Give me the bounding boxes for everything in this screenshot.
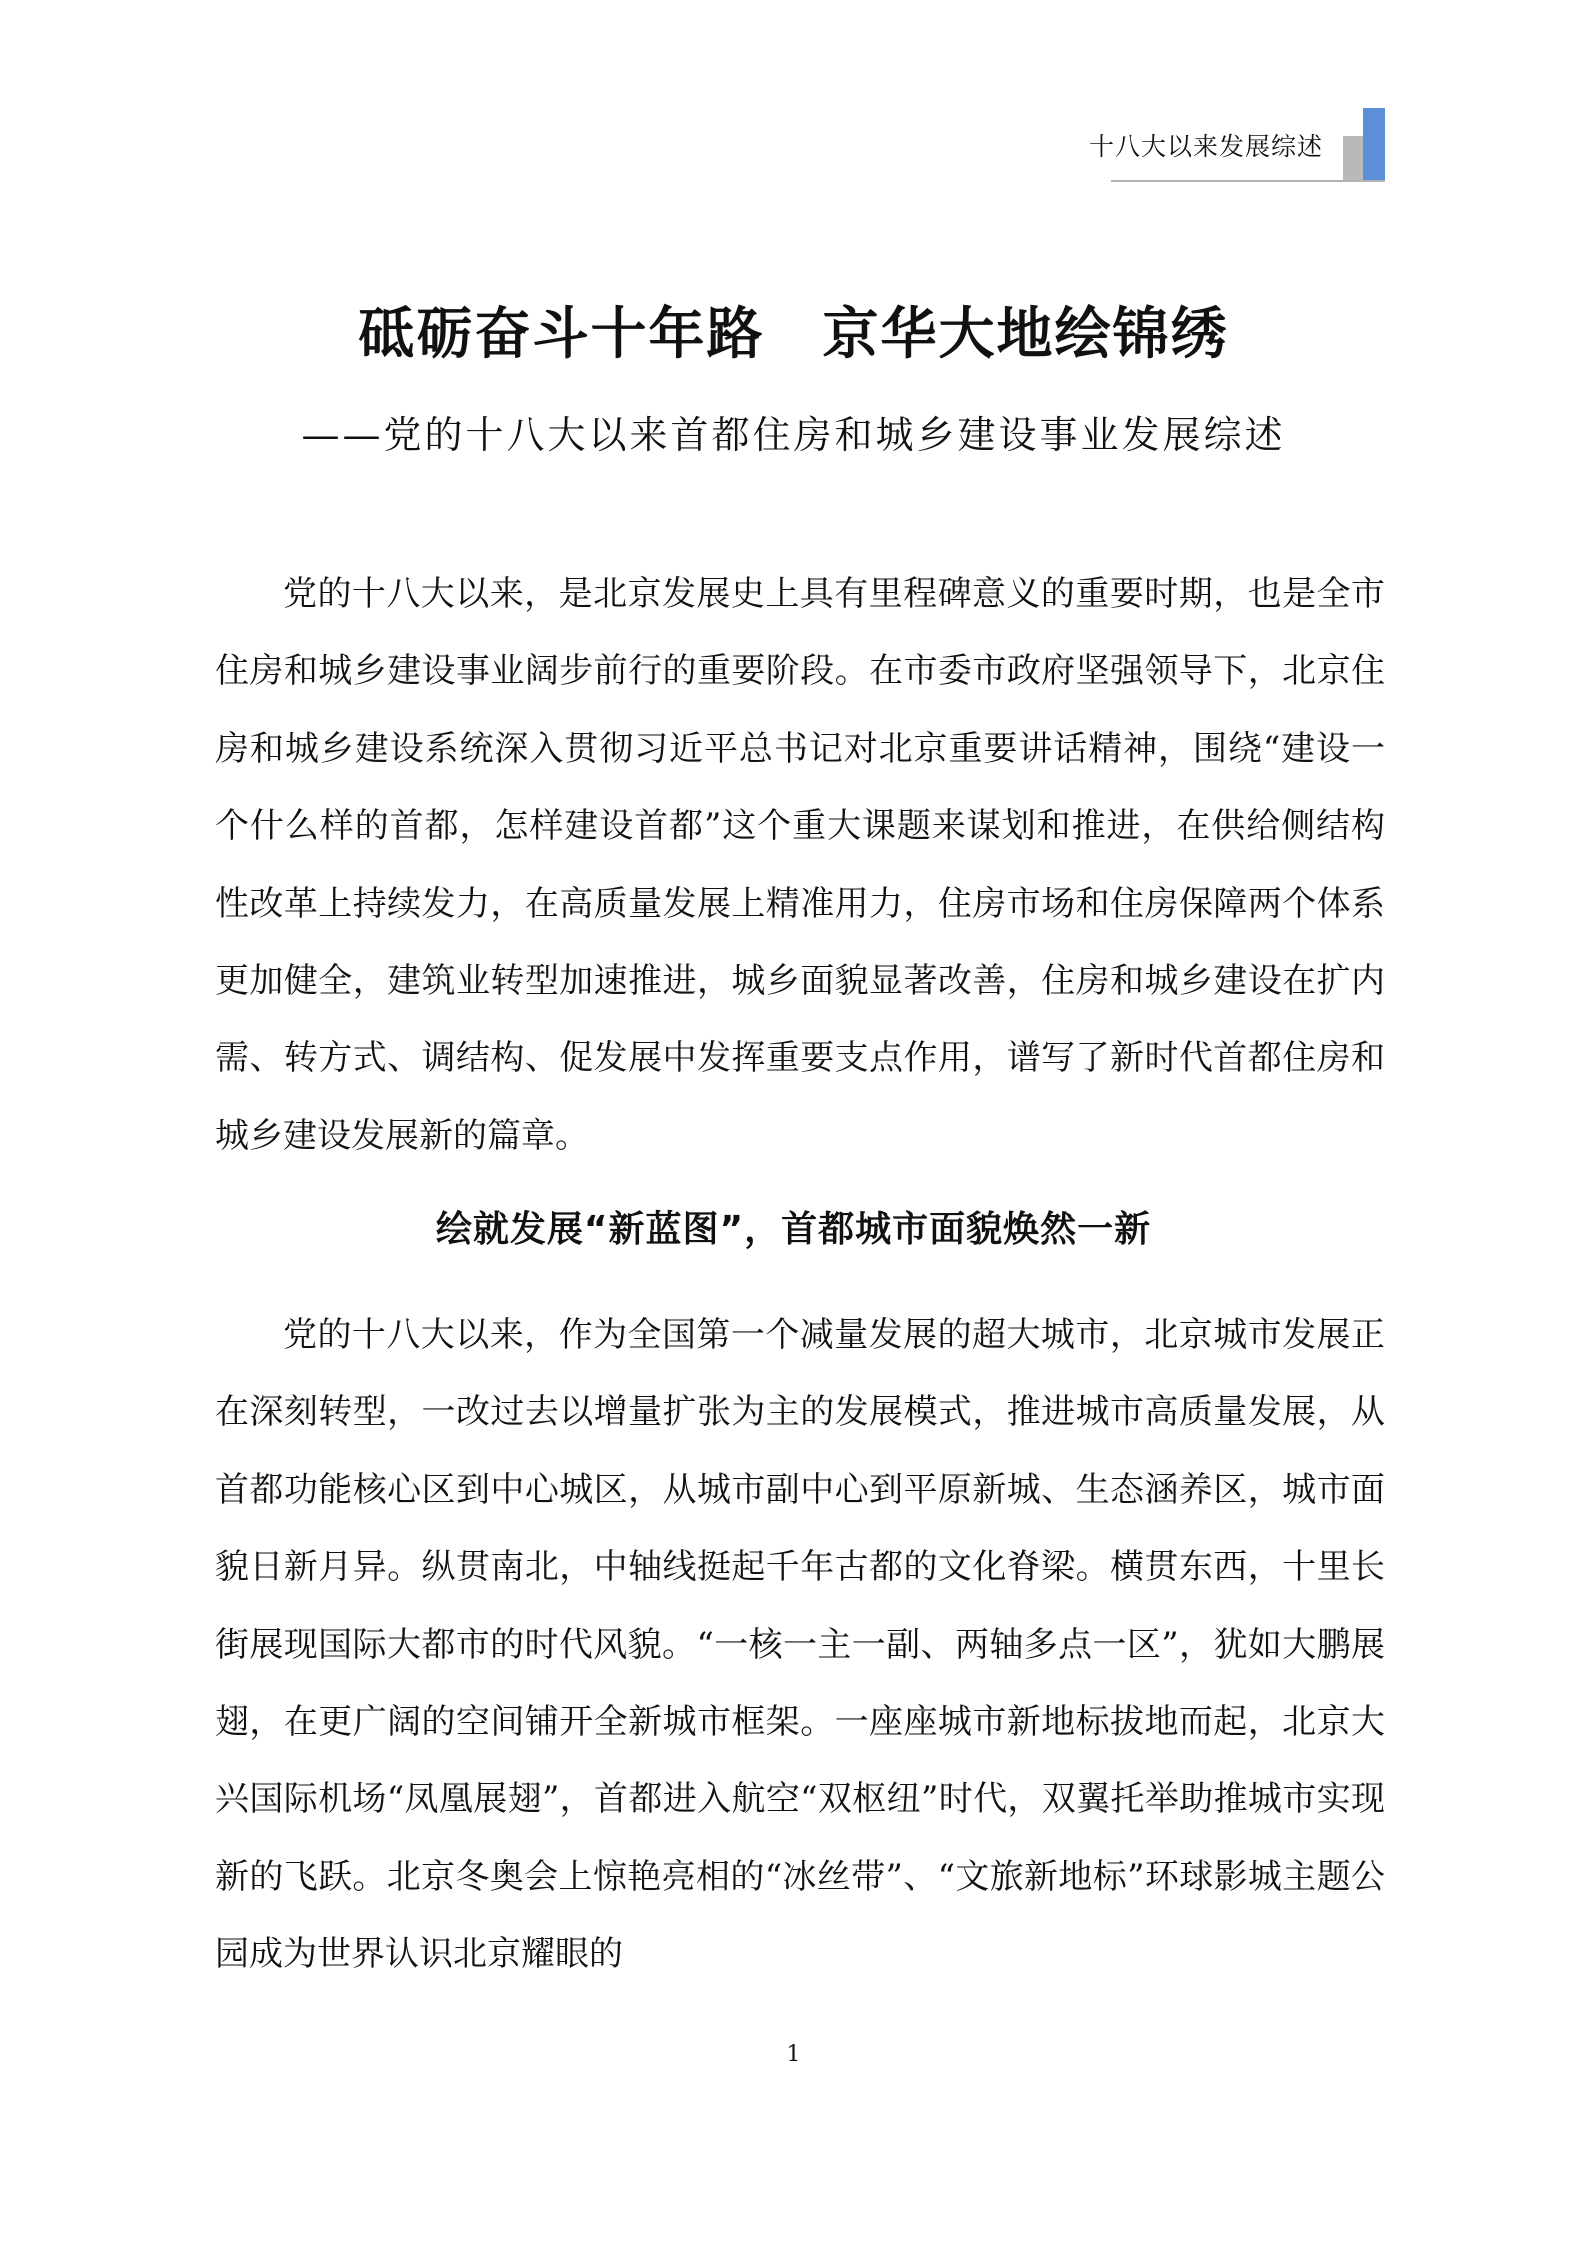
body-paragraph-1: 党的十八大以来，是北京发展史上具有里程碑意义的重要时期，也是全市住房和城乡建设事业阔步前行的重要阶段。在市委市政府坚强领导下，北京住房和城乡建设系统深入贯彻习近平总书记对北京重要讲话精神，围绕“建设一个什么样的首都，怎样建设首都”这个重大课题来谋划和推进，在供给侧结构性改革上持续发力，在高质量发展上精准用力，住房市场和住房保障两个体系更加健全，建筑业转型加速推进，城乡面貌显著改善，住房和城乡建设在扩内需、转方式、调结构、促发展中发挥重要支点作用，谱写了新时代首都住房和城乡建设发展新的篇章。	[215, 574, 1385, 1156]
header-accent-blue-bar	[1363, 108, 1385, 180]
header-rule	[1111, 180, 1385, 182]
header-title: 十八大以来发展综述	[1088, 132, 1323, 161]
section-heading: 绘就发展“新蓝图”，首都城市面貌焕然一新	[435, 1209, 1152, 1250]
page-number: 1	[786, 2042, 801, 2067]
subtitle: ——党的十八大以来首都住房和城乡建设事业发展综述	[301, 413, 1286, 457]
main-title: 砥砺奋斗十年路 京华大地绘锦绣	[358, 302, 1229, 367]
running-header	[215, 108, 1385, 182]
header-accent-gray-bar	[1343, 136, 1363, 180]
body-paragraph-2: 党的十八大以来，作为全国第一个减量发展的超大城市，北京城市发展正在深刻转型，一改过去以增量扩张为主的发展模式，推进城市高质量发展，从首都功能核心区到中心城区，从城市副中心到平原新城、生态涵养区，城市面貌日新月异。纵贯南北，中轴线挺起千年古都的文化脊梁。横贯东西，十里长街展现国际大都市的时代风貌。“一核一主一副、两轴多点一区”，犹如大鹏展翅，在更广阔的空间铺开全新城市框架。一座座城市新地标拔地而起，北京大兴国际机场“凤凰展翅”，首都进入航空“双枢纽”时代，双翼托举助推城市实现新的飞跃。北京冬奥会上惊艳亮相的“冰丝带”、“文旅新地标”环球影城主题公园成为世界认识北京耀眼的	[215, 1315, 1385, 1975]
